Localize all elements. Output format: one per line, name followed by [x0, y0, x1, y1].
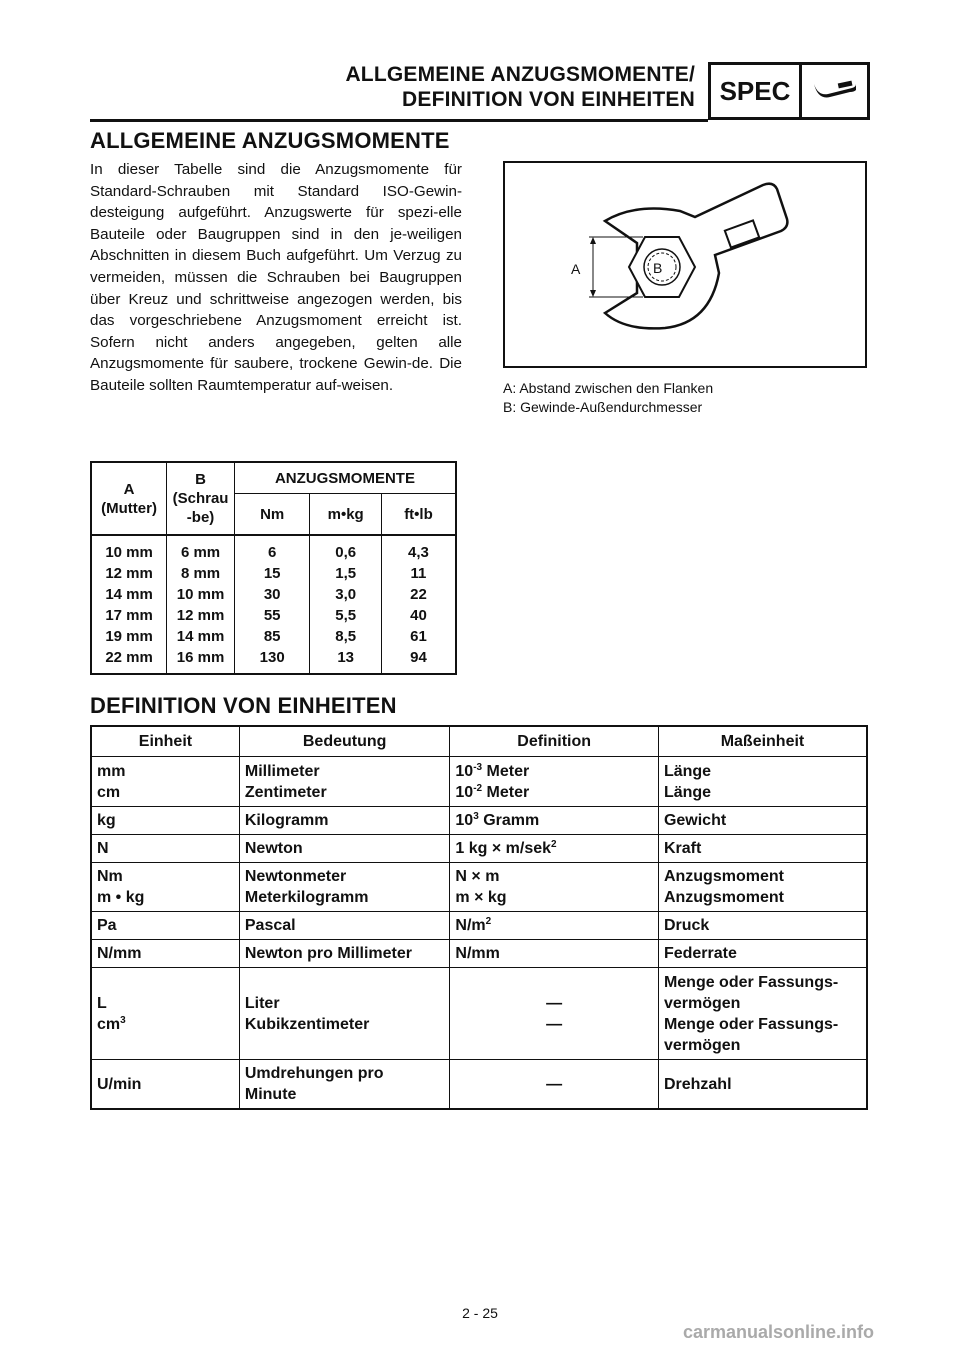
figure-label-a: A [571, 261, 581, 277]
cell-unit: mm cm [91, 757, 239, 807]
torque-ftlb-values: 4,3 11 22 40 61 94 [381, 535, 456, 674]
header-title-line1: ALLGEMEINE ANZUGSMOMENTE/ [345, 63, 695, 86]
cell-meaning: Newton [239, 835, 450, 863]
table-row [91, 835, 867, 863]
units-table [90, 725, 868, 1110]
section-heading-units: DEFINITION VON EINHEITEN [90, 693, 397, 718]
figure-label-b: B [653, 260, 663, 276]
col-header-nut: A (Mutter) [91, 462, 167, 535]
cell-definition: $10^3$ Gramm [450, 807, 659, 835]
col-header-measure: Maßeinheit [658, 726, 867, 757]
col-header-unit: Einheit [91, 726, 239, 757]
cell-meaning: Newton pro Millimeter [239, 940, 450, 968]
header-rule [90, 119, 708, 122]
cell-measure: Druck [658, 912, 867, 940]
spec-badge [708, 62, 870, 120]
torque-mkg-values: 0,6 1,5 3,0 5,5 8,5 13 [310, 535, 382, 674]
col-header-mkg: m•kg [310, 494, 382, 536]
intro-paragraph: In dieser Tabelle sind die Anzugsmomente für Standard-Schrauben mit Standard ISO-Gewin-desteigung aufgeführt. Anzugswerte für spezi-elle Bauteile oder Baugruppen sind in den je-weiligen Abschnitten in diesem Buch aufgeführt. Um Verzug zu vermeiden, müssen die Schrauben bei Baugruppen über Kreuz und schrittweise angezogen werden, bis das vorgeschriebene Anzugsmoment erreicht ist. Sofern nicht anders angegeben, gelten alle Anzugsmomente für saubere, trockene Gewin-de. Die Bauteile sollten Raumtemperatur auf-weisen. [90, 161, 462, 394]
table-row [91, 940, 867, 968]
cell-definition: 1 kg × m/sek$^2$ [450, 835, 659, 863]
cell-meaning: Umdrehungen pro Minute [239, 1060, 450, 1110]
cell-measure: Gewicht [658, 807, 867, 835]
col-header-meaning: Bedeutung [239, 726, 450, 757]
cell-definition: $10^{-3}$ Meter $10^{-2}$ Meter [450, 757, 659, 807]
table-row [91, 968, 867, 1060]
cell-meaning: Pascal [239, 912, 450, 940]
cell-unit: N [91, 835, 239, 863]
table-row [91, 757, 867, 807]
figure-caption [503, 379, 713, 417]
table-row [91, 1060, 867, 1110]
cell-unit: kg [91, 807, 239, 835]
col-header-bolt: B (Schrau -be) [167, 462, 235, 535]
cell-unit: N/mm [91, 940, 239, 968]
caption-a: A: Abstand zwischen den Flanken [503, 380, 714, 396]
table-row [91, 807, 867, 835]
table-row [91, 863, 867, 912]
cell-definition: — — [450, 968, 659, 1060]
cell-measure: Drehzahl [658, 1060, 867, 1110]
cell-unit: Nm m • kg [91, 863, 239, 912]
cell-measure: Anzugsmoment Anzugsmoment [658, 863, 867, 912]
cell-measure: Menge oder Fassungs- vermögen Menge oder Fassungs- vermögen [658, 968, 867, 1060]
wrench-figure [503, 161, 867, 368]
page-header-title [345, 62, 695, 112]
cell-definition: $N/m^2$ [450, 912, 659, 940]
section-heading-torque: ALLGEMEINE ANZUGSMOMENTE [90, 128, 450, 153]
cell-meaning: Newtonmeter Meterkilogramm [239, 863, 450, 912]
col-header-nm: Nm [234, 494, 309, 536]
header-title-line2: DEFINITION VON EINHEITEN [402, 88, 695, 111]
cell-meaning: Kilogramm [239, 807, 450, 835]
bolt-sizes: 6 mm 8 mm 10 mm 12 mm 14 mm 16 mm [167, 535, 235, 674]
cell-unit: Pa [91, 912, 239, 940]
cell-meaning: Millimeter Zentimeter [239, 757, 450, 807]
watermark: carmanualsonline.info [682, 1322, 874, 1342]
torque-table [90, 461, 457, 675]
col-header-ftlb: ft•lb [381, 494, 456, 536]
table-row [91, 535, 456, 674]
wrench-icon [802, 65, 867, 117]
cell-unit: U/min [91, 1060, 239, 1110]
spec-label: SPEC [711, 65, 802, 117]
cell-unit: L $cm^3$ [91, 968, 239, 1060]
torque-nm-values: 6 15 30 55 85 130 [234, 535, 309, 674]
col-header-definition: Definition [450, 726, 659, 757]
page-number: 2 - 25 [462, 1305, 498, 1321]
cell-meaning: Liter Kubikzentimeter [239, 968, 450, 1060]
cell-definition: — [450, 1060, 659, 1110]
caption-b: B: Gewinde-Außendurchmesser [503, 399, 703, 415]
cell-measure: Federrate [658, 940, 867, 968]
cell-definition: N/mm [450, 940, 659, 968]
cell-definition: N × m m × kg [450, 863, 659, 912]
col-header-torque-group: ANZUGSMOMENTE [234, 462, 456, 494]
cell-measure: Länge Länge [658, 757, 867, 807]
nut-sizes: 10 mm 12 mm 14 mm 17 mm 19 mm 22 mm [91, 535, 167, 674]
table-row [91, 912, 867, 940]
cell-measure: Kraft [658, 835, 867, 863]
